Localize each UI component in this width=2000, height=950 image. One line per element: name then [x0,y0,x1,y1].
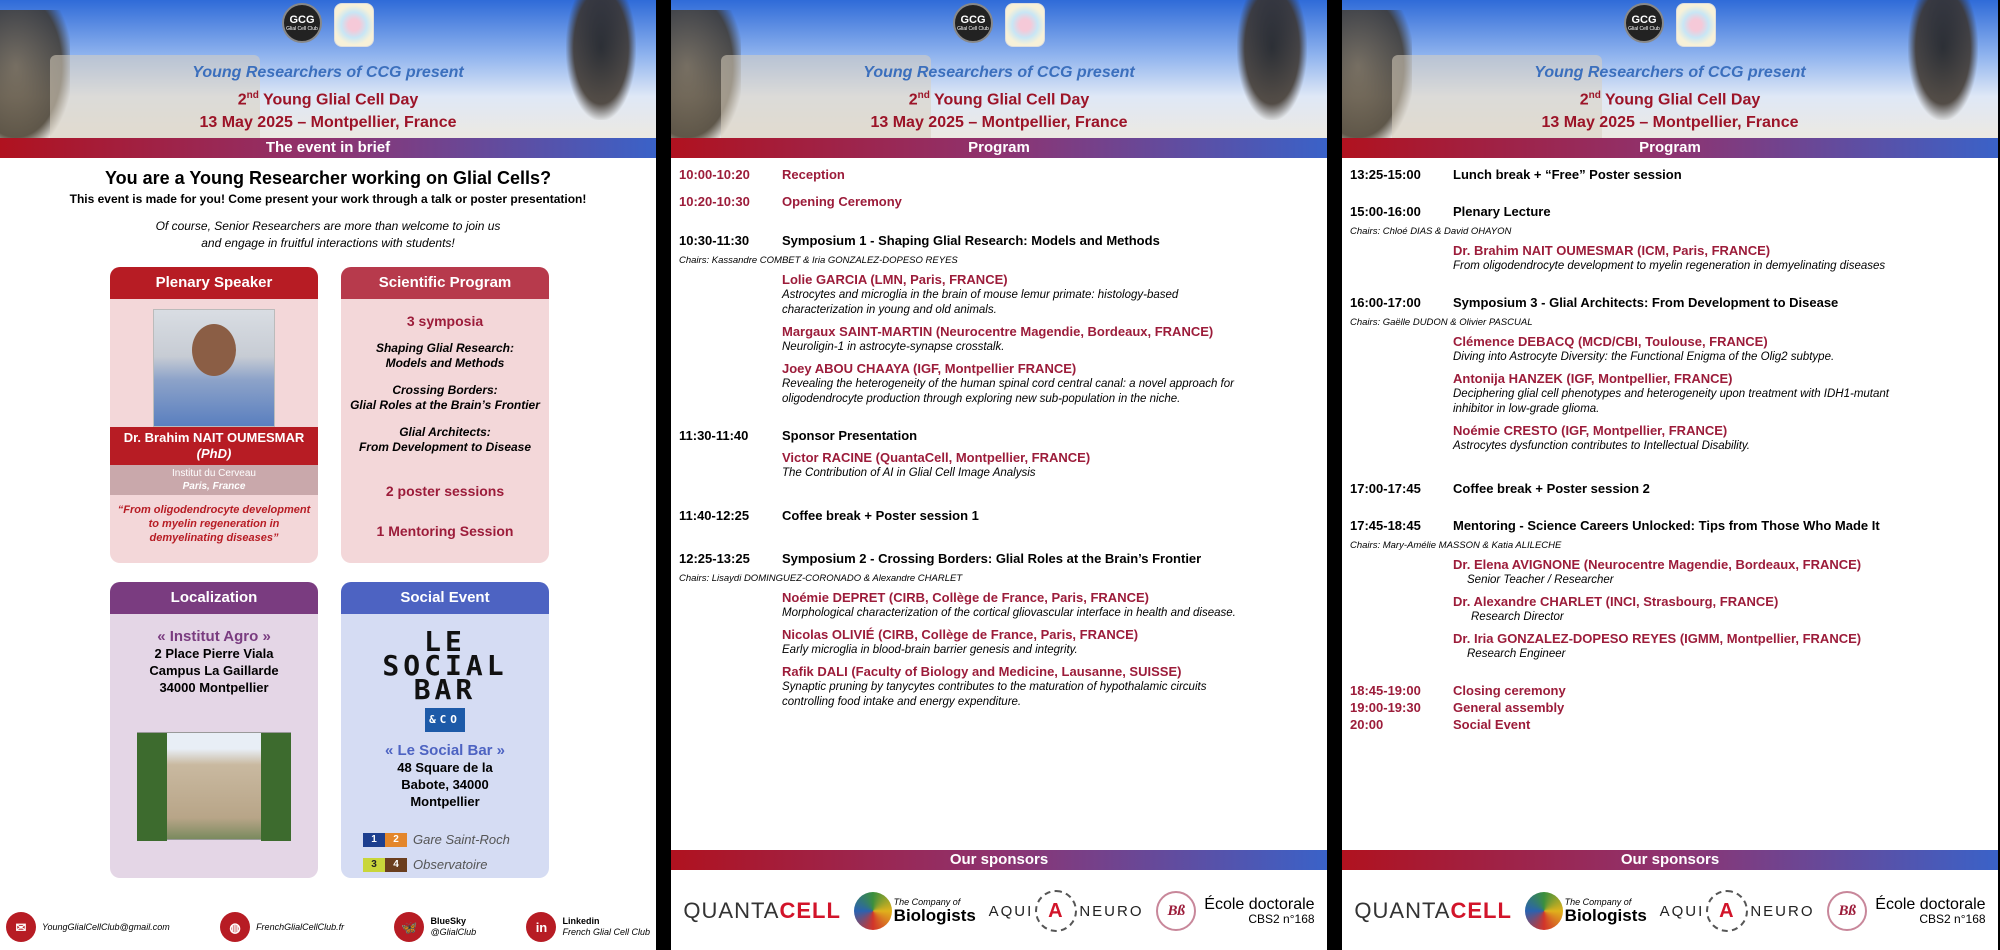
program-item: 17:00-17:45 Coffee break + Poster session 2 [1350,481,1650,496]
company-of-biologists-logo: The Company of Biologists [1525,892,1647,930]
mentor: Dr. Elena AVIGNONE (Neurocentre Magendie, Bordeaux, FRANCE) Senior Teacher / Researcher [1453,557,1862,586]
ccg-logo: GCG Glial Cell Club [282,3,322,43]
social-event-card [341,582,549,878]
program-item: 12:25-13:25 Symposium 2 - Crossing Borders: Glial Roles at the Brain’s Frontier [679,551,1202,566]
quantacell-logo: QUANTACELL [683,898,841,923]
program-item: 20:00 Social Event [1350,717,1531,732]
tram-line-badge: 1 [363,833,385,847]
program-item: 15:00-16:00 Plenary Lecture [1350,204,1551,219]
speaker-affiliation: Institut du Cerveau Paris, France [110,465,318,495]
talk: Antonija HANZEK (IGF, Montpellier, FRANCE) Deciphering glial cell phenotypes and heterogeneity upon treatment with IDH1-mutant inhibitor in low-grade glioma. [1453,371,1889,415]
symposium-1: Shaping Glial Research: Models and Methods [375,341,515,370]
program-item: 10:20-10:30 Opening Ceremony [679,194,902,209]
email-contact[interactable]: ✉ YoungGlialCellClub@gmail.com [6,912,170,942]
tram-line-row [363,857,543,872]
program-item: 13:25-15:00 Lunch break + “Free” Poster session [1350,167,1682,182]
talk: Lolie GARCIA (LMN, Paris, FRANCE) Astrocytes and microglia in the brain of mouse lemur primate: histology-based characterization in young and old animals. [782,272,1179,316]
social-bar-logo: LE SOCIAL BAR &CO [347,630,543,732]
session-chairs: Chairs: Lisaydi DOMINGUEZ-CORONADO & Alexandre CHARLET [679,573,963,584]
social-venue-address: 48 Square de la Babote, 34000 Montpellier [397,760,493,809]
young-glial-logo [1005,3,1045,47]
linkedin-contact[interactable]: in Linkedin French Glial Cell Club [526,912,650,942]
banner-presenter: Young Researchers of CCG present [192,64,464,81]
aquineuro-logo: AQUI A NEURO [989,890,1144,932]
tram-stop: Observatoire [413,857,488,872]
tram-line-badge: 4 [385,858,407,872]
program-morning [671,158,1327,710]
banner-event-title: 2nd Young Glial Cell Day [237,90,419,109]
intro-heading: You are a Young Researcher working on Glial Cells? [104,168,552,188]
bluesky-contact[interactable]: 🦋 BlueSky @GlialClub [394,912,476,942]
company-of-biologists-logo: The Company of Biologists [854,892,976,930]
banner-presenter: Young Researchers of CCG present [863,64,1135,81]
banner-date-place: 13 May 2025 – Montpellier, France [199,114,457,131]
sponsors-title: Our sponsors [671,850,1327,870]
banner-date-place: 13 May 2025 – Montpellier, France [870,114,1128,131]
symposium-3: Glial Architects: From Development to Disease [358,425,532,454]
email-icon: ✉ [6,912,36,942]
sponsors-title: Our sponsors [1342,850,1998,870]
talk: Joey ABOU CHAAYA (IGF, Montpellier FRANCE) Revealing the heterogeneity of the human spinal cord central canal: a novel approach for oligodendrocyte production through exploring new sub-population in the niche. [782,361,1234,405]
program-item: 11:40-12:25 Coffee break + Poster session 1 [679,508,979,523]
program-afternoon [1342,158,1998,733]
talk: Margaux SAINT-MARTIN (Neurocentre Magendie, Bordeaux, FRANCE) Neuroligin-1 in astrocyte-synapse crosstalk. [782,324,1214,353]
symposium-2: Crossing Borders: Glial Roles at the Brain’s Frontier [350,383,540,412]
poster-page-brief [0,0,656,950]
mentor: Dr. Alexandre CHARLET (INCI, Strasbourg, FRANCE) Research Director [1453,594,1779,623]
program-item: 18:45-19:00 Closing ceremony [1350,683,1566,698]
header-banner [0,0,656,138]
talk-quote: “From oligodendrocyte development to myelin regeneration in demyelinating diseases” [117,504,311,544]
program-item: 10:30-11:30 Symposium 1 - Shaping Glial Research: Models and Methods [679,233,1160,248]
mentor: Dr. Iria GONZALEZ-DOPESO REYES (IGMM, Montpellier, FRANCE) Research Engineer [1453,631,1862,660]
globe-icon: ◍ [220,912,250,942]
card-title: Plenary Speaker [110,267,318,299]
banner-event-title: 2nd Young Glial Cell Day [1579,90,1761,109]
scientific-program-card [341,267,549,563]
localization-card [110,582,318,878]
section-title: Program [671,138,1327,158]
venue-photo [137,732,291,840]
banner-event-title: 2nd Young Glial Cell Day [908,90,1090,109]
sponsors-row [671,872,1327,950]
website-contact[interactable]: ◍ FrenchGlialCellClub.fr [220,912,344,942]
talk: Nicolas OLIVIÉ (CIRB, Collège de France, Paris, FRANCE) Early microglia in blood-brain barrier genesis and integrity. [782,627,1139,656]
venue-name: « Institut Agro » [157,628,271,645]
card-title: Social Event [341,582,549,614]
program-item: 10:00-10:20 Reception [679,167,845,182]
section-title: The event in brief [0,138,656,158]
aquineuro-logo: AQUI A NEURO [1660,890,1815,932]
bluesky-icon: 🦋 [394,912,424,942]
venue-address: 2 Place Pierre Viala Campus La Gaillarde 34000 Montpellier [149,646,279,695]
section-title: Program [1342,138,1998,158]
talk: Noémie DEPRET (CIRB, Collège de France, Paris, FRANCE) Morphological characterization of the cortical gliovascular interface in health and disease. [782,590,1236,619]
talk: Dr. Brahim NAIT OUMESMAR (ICM, Paris, FRANCE) From oligodendrocyte development to myelin regeneration in demyelinating diseases [1453,243,1886,272]
session-chairs: Chairs: Kassandre COMBET & Iria GONZALEZ-DOPESO REYES [679,255,958,266]
intro-invite: Of course, Senior Researchers are more than welcome to join us and engage in fruitful interactions with students! [155,219,501,250]
tram-line-row [363,832,543,847]
program-item: 16:00-17:00 Symposium 3 - Glial Architects: From Development to Disease [1350,295,1839,310]
session-chairs: Chairs: Gaëlle DUDON & Olivier PASCUAL [1350,317,1533,328]
mentoring-session: 1 Mentoring Session [376,523,514,539]
ccg-logo: GCG Glial Cell Club [953,3,993,43]
contact-footer [0,912,656,942]
header-banner [1342,0,1998,138]
session-chairs: Chairs: Mary-Amélie MASSON & Katia ALILECHE [1350,540,1562,551]
talk: Victor RACINE (QuantaCell, Montpellier, FRANCE) The Contribution of AI in Glial Cell Image Analysis [782,450,1091,479]
tram-line-badge: 2 [385,833,407,847]
ecole-doctorale-logo: Bß École doctorale CBS2 n°168 [1156,891,1314,931]
banner-date-place: 13 May 2025 – Montpellier, France [1541,114,1799,131]
card-title: Localization [110,582,318,614]
tram-stop: Gare Saint-Roch [413,832,510,847]
talk: Noémie CRESTO (IGF, Montpellier, FRANCE) Astrocytes dysfunction contributes to Intellectual Disability. [1453,423,1751,452]
banner-presenter: Young Researchers of CCG present [1534,64,1806,81]
speaker-photo [153,309,275,427]
ecole-doctorale-logo: Bß École doctorale CBS2 n°168 [1827,891,1985,931]
card-title: Scientific Program [341,267,549,299]
quantacell-logo: QUANTACELL [1354,898,1512,923]
young-glial-logo [334,3,374,47]
speaker-name: Dr. Brahim NAIT OUMESMAR (PhD) [110,427,318,465]
linkedin-icon: in [526,912,556,942]
ccg-logo: GCG Glial Cell Club [1624,3,1664,43]
social-venue-name: « Le Social Bar » [384,742,506,759]
symposia-count: 3 symposia [406,313,484,329]
program-item: 19:00-19:30 General assembly [1350,700,1565,715]
poster-page-program-morning [671,0,1327,950]
program-item: 17:45-18:45 Mentoring - Science Careers Unlocked: Tips from Those Who Made It [1350,518,1880,533]
sponsors-row [1342,872,1998,950]
talk: Rafik DALI (Faculty of Biology and Medicine, Lausanne, SUISSE) Synaptic pruning by tanycytes contributes to the maturation of hypothalamic circuits controlling food intake and energy expenditure. [782,664,1207,708]
poster-sessions: 2 poster sessions [385,483,505,499]
tram-line-badge: 3 [363,858,385,872]
session-chairs: Chairs: Chloé DIAS & David OHAYON [1350,226,1512,237]
intro-subheading: This event is made for you! Come present your work through a talk or poster presentation! [69,192,587,206]
poster-page-program-afternoon [1342,0,1998,950]
plenary-speaker-card [110,267,318,563]
program-item: 11:30-11:40 Sponsor Presentation [679,428,918,443]
young-glial-logo [1676,3,1716,47]
header-banner [671,0,1327,138]
talk: Clémence DEBACQ (MCD/CBI, Toulouse, FRANCE) Diving into Astrocyte Diversity: the Functional Enigma of the Olig2 subtype. [1453,334,1835,363]
